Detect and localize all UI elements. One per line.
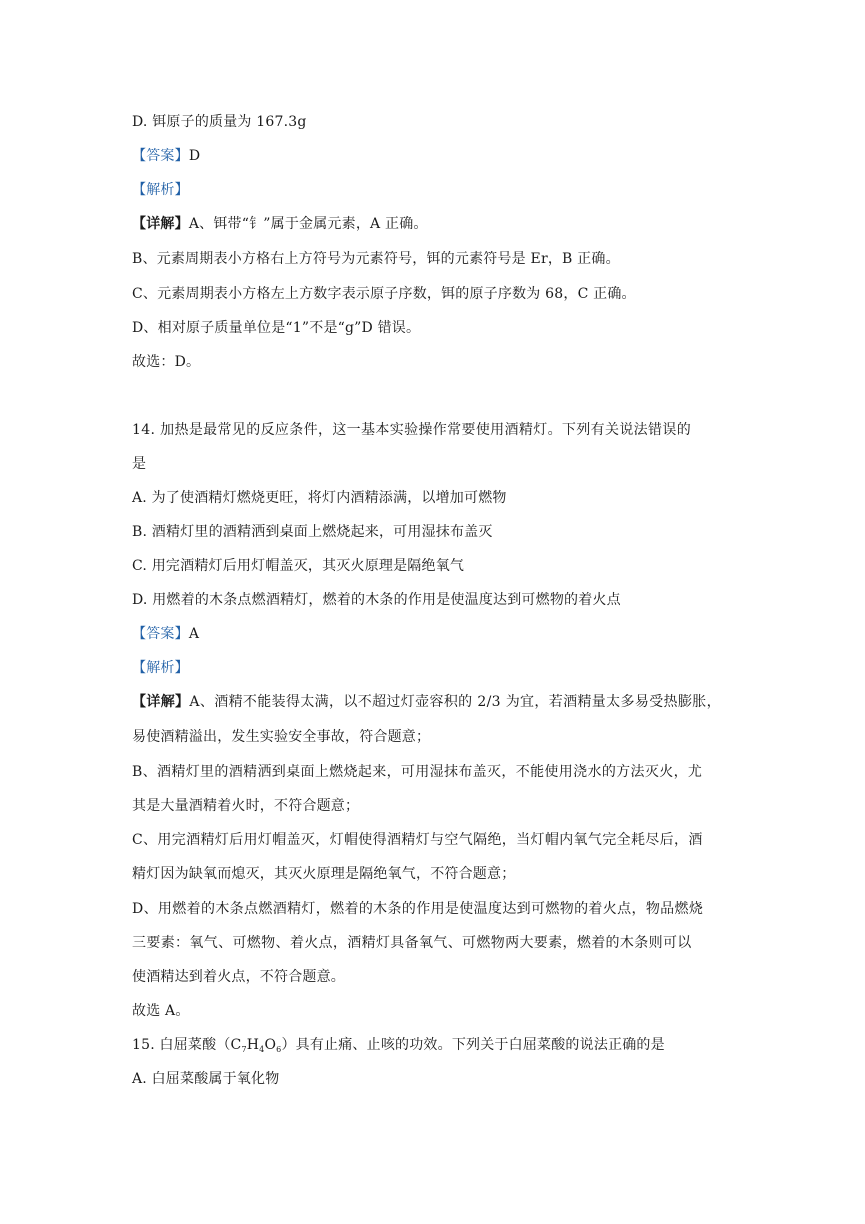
answer-tag: 【答案】: [132, 148, 189, 164]
q13-analysis-tag: [132, 180, 732, 200]
q14-option-d: D. 用燃着的木条点燃酒精灯，燃着的木条的作用是使温度达到可燃物的着火点: [132, 592, 621, 608]
q13-detail-line-3: C、元素周期表小方格左上方数字表示原子序数，铒的原子序数为 68，C 正确。: [132, 286, 636, 302]
q14-detail-d-line-3: 使酒精达到着火点，不符合题意。: [132, 969, 345, 985]
q13-detail-text-1: A、铒带“钅”属于金属元素，A 正确。: [188, 216, 428, 232]
q14-detail-d-line-2: 三要素：氧气、可燃物、着火点，酒精灯具备氧气、可燃物两大要素，燃着的木条则可以: [132, 935, 692, 951]
analysis-tag: 【解析】: [132, 182, 189, 198]
q14-analysis-tag: [132, 658, 732, 678]
q14-detail-b-line-2: 其是大量酒精着火时，不符合题意；: [132, 798, 360, 814]
q13-answer-row: [132, 146, 732, 166]
formula-subscript-o: 6: [276, 1045, 282, 1054]
q14-option-a: A. 为了使酒精灯燃烧更旺，将灯内酒精添满，以增加可燃物: [132, 490, 507, 506]
q14-detail-a-text: A、酒精不能装得太满，以不超过灯壶容积的 2/3 为宜，若酒精量太多易受热膨胀，: [189, 694, 721, 710]
q15-stem: [132, 1035, 732, 1055]
q14-stem-line-1: 14. 加热是最常见的反应条件，这一基本实验操作常要使用酒精灯。下列有关说法错误的: [132, 422, 692, 438]
q13-detail-line-1: [132, 214, 732, 234]
q14-stem-line-2: 是: [132, 456, 147, 472]
q13-detail-line-2: B、元素周期表小方格右上方符号为元素符号，铒的元素符号是 Er，B 正确。: [132, 251, 620, 267]
answer-tag: 【答案】: [132, 626, 189, 642]
q14-detail-b-line-1: B、酒精灯里的酒精洒到桌面上燃烧起来，可用湿抹布盖灭，不能使用浇水的方法灭火，尤: [132, 764, 703, 780]
q15-stem-suffix: ）具有止痛、止咳的功效。下列关于白屈菜酸的说法正确的是: [281, 1037, 665, 1053]
q14-option-b: B. 酒精灯里的酒精洒到桌面上燃烧起来，可用湿抹布盖灭: [132, 524, 493, 540]
q14-detail-a-line-2: 易使酒精溢出，发生实验安全事故，符合题意；: [132, 729, 431, 745]
formula-h: H: [246, 1037, 260, 1053]
q14-option-c: C. 用完酒精灯后用灯帽盖灭，其灭火原理是隔绝氧气: [132, 558, 465, 574]
formula-o: O: [264, 1037, 277, 1053]
q14-answer-value: A: [188, 626, 200, 642]
q15-option-a: A. 白屈菜酸属于氧化物: [132, 1071, 280, 1087]
q14-detail-c-line-1: C、用完酒精灯后用灯帽盖灭，灯帽使得酒精灯与空气隔绝，当灯帽内氧气完全耗尽后，酒: [132, 832, 703, 848]
q14-answer-row: [132, 624, 732, 644]
analysis-tag: 【解析】: [132, 660, 189, 676]
q14-detail-c-line-2: 精灯因为缺氧而熄灭，其灭火原理是隔绝氧气，不符合题意；: [132, 866, 516, 882]
q14-detail-d-line-1: D、用燃着的木条点燃酒精灯，燃着的木条的作用是使温度达到可燃物的着火点，物品燃烧: [132, 901, 704, 917]
formula-subscript-h: 4: [259, 1045, 265, 1054]
q13-detail-line-4: D、相对原子质量单位是“1”不是“g”D 错误。: [132, 320, 421, 336]
q13-option-d: D. 铒原子的质量为 167.3g: [132, 114, 307, 130]
q15-stem-prefix: 15. 白屈菜酸（C: [132, 1037, 242, 1053]
q14-conclusion: 故选 A。: [132, 1003, 190, 1019]
formula-subscript-c: 7: [241, 1045, 247, 1054]
detail-tag: 【详解】: [132, 216, 189, 232]
detail-tag: 【详解】: [132, 694, 190, 710]
q13-conclusion: 故选：D。: [132, 354, 201, 370]
q13-answer-value: D: [188, 148, 201, 164]
q14-detail-a-line-1: [132, 692, 732, 712]
